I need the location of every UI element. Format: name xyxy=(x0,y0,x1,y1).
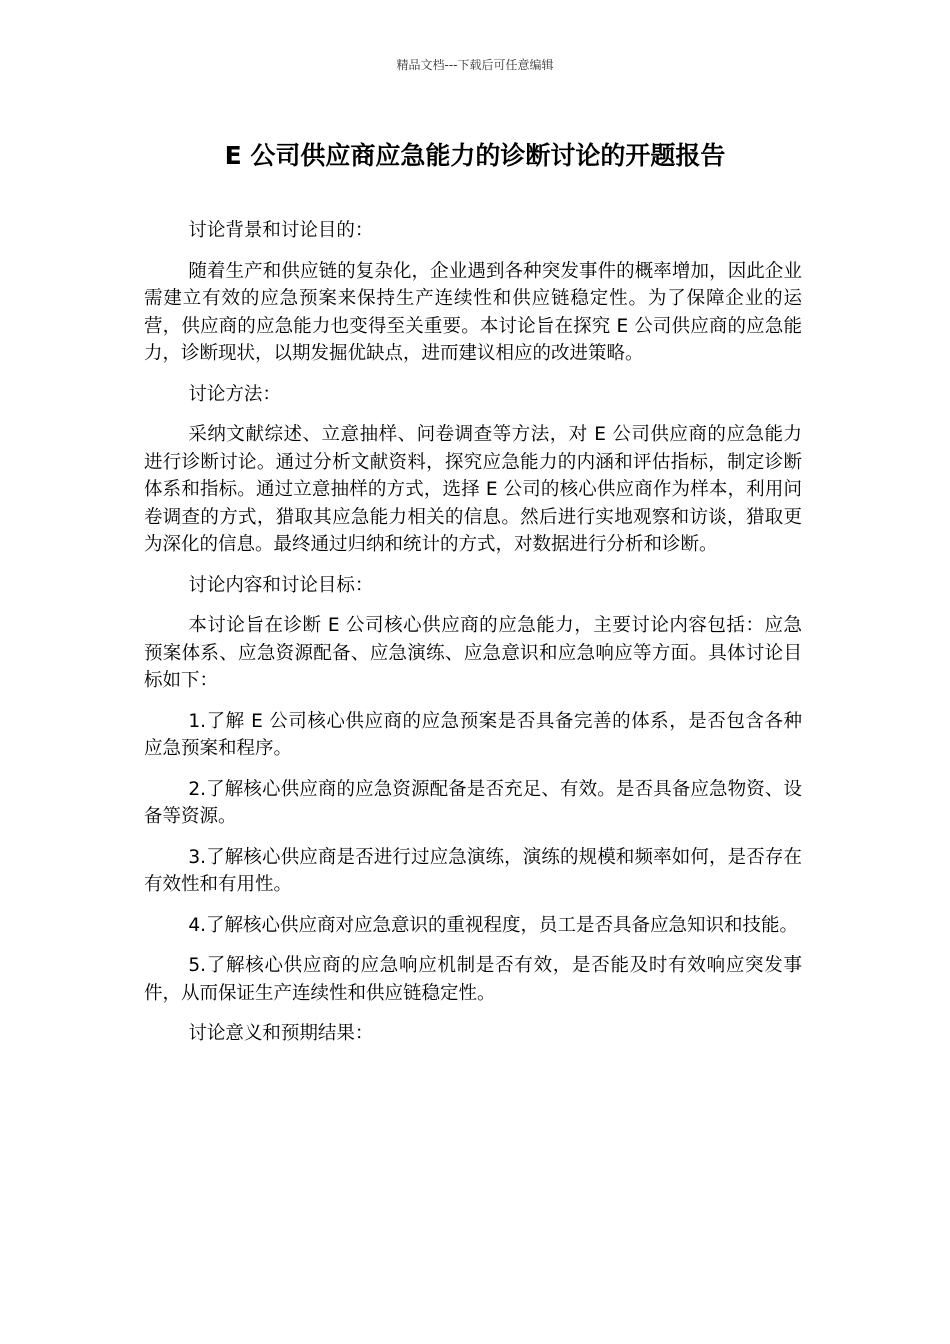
paragraph-background: 随着生产和供应链的复杂化，企业遇到各种突发事件的概率增加，因此企业需建立有效的应急预案来保持生产连续性和供应链稳定性。为了保障企业的运营，供应商的应急能力也变得至关重要。本讨论旨在探究 E 公司供应商的应急能力，诊断现状，以期发掘优缺点，进而建议相应的改进策略。 xyxy=(144,260,802,364)
goal-item-3: 3.了解核心供应商是否进行过应急演练，演练的规模和频率如何，是否存在有效性和有用性。 xyxy=(144,846,802,895)
goal-item-2: 2.了解核心供应商的应急资源配备是否充足、有效。是否具备应急物资、设备等资源。 xyxy=(144,778,802,827)
goal-item-5: 5.了解核心供应商的应急响应机制是否有效，是否能及时有效响应突发事件，从而保证生产连续性和供应链稳定性。 xyxy=(144,955,802,1004)
goal-item-1: 1.了解 E 公司核心供应商的应急预案是否具备完善的体系，是否包含各种应急预案和程序。 xyxy=(144,710,802,759)
paragraph-content-goals: 本讨论旨在诊断 E 公司核心供应商的应急能力，主要讨论内容包括：应急预案体系、应急资源配备、应急演练、应急意识和应急响应等方面。具体讨论目标如下： xyxy=(144,615,802,691)
document-body xyxy=(144,217,802,1061)
section-heading-methods: 讨论方法： xyxy=(188,383,281,405)
section-heading-background: 讨论背景和讨论目的： xyxy=(188,220,374,241)
paragraph-methods: 采纳文献综述、立意抽样、问卷调查等方法，对 E 公司供应商的应急能力进行诊断讨论。通过分析文献资料，探究应急能力的内涵和评估指标，制定诊断体系和指标。通过立意抽样的方式，选择 E 公司的核心供应商作为样本，利用问卷调查的方式，猎取其应急能力相关的信息。然后进行实地观察和访谈，猎取更为深化的信息。最终通过归纳和统计的方式，对数据进行分析和诊断。 xyxy=(144,424,802,555)
document-title: E 公司供应商应急能力的诊断讨论的开题报告 xyxy=(224,141,726,170)
header-note: 精品文档---下载后可任意编辑 xyxy=(396,58,554,72)
goal-item-4: 4.了解核心供应商对应急意识的重视程度，员工是否具备应急知识和技能。 xyxy=(188,914,799,936)
section-heading-significance: 讨论意义和预期结果： xyxy=(188,1023,374,1044)
section-heading-content-goals: 讨论内容和讨论目标： xyxy=(188,574,374,596)
